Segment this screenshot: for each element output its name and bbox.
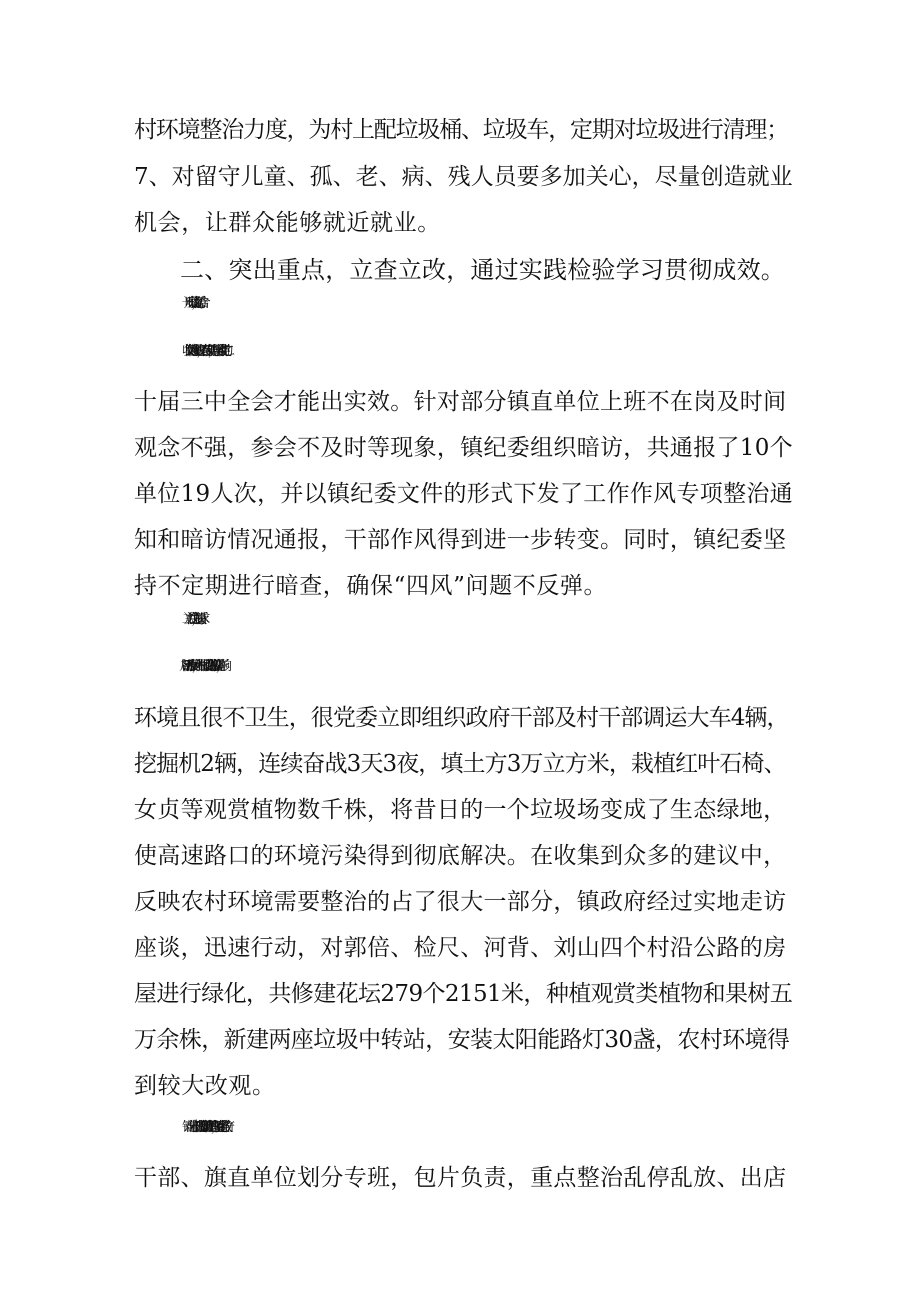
body-line: 使高速路口的环境污染得到彻底解决。在收集到众多的建议中， [134, 843, 787, 869]
body-line: 机会，让群众能够就近就业。 [134, 210, 441, 236]
body-line: 干部、旗直单位划分专班，包片负责，重点整治乱停乱放、出店 [134, 1165, 787, 1191]
body-line: 十届三中全会才能出实效。针对部分镇直单位上班不在岗及时间 [134, 389, 787, 415]
body-line: 观念不强，参会不及时等现象，镇纪委组织暗访，共通报了10个 [134, 435, 793, 461]
body-line: 环境且很不卫生，很党委立即组织政府干部及村干部调运大车4辆， [134, 705, 789, 731]
body-line: 针对部分老干部提出加强集镇管理的建议，镇党委已将政府 [182, 1120, 224, 1135]
body-line: 7、对留守儿童、孤、老、病、残人员要多加关心，尽量创造就业 [134, 164, 793, 190]
body-line: 收集到的意见和建议，只有落到实处，开展学习贯彻党的二 [182, 344, 224, 359]
body-line: 反映农村环境需要整治的占了很大一部分，镇政府经过实地走访 [134, 889, 787, 915]
body-line: 持不定期进行暗查，确保“四风”问题不反弹。 [134, 573, 608, 599]
section-heading: 二、突出重点，立查立改，通过实践检验学习贯彻成效。 [180, 256, 785, 284]
body-line: 万余株，新建两座垃圾中转站，安装太阳能路灯30盏，农村环境得 [134, 1027, 790, 1053]
body-line: 到较大改观。 [134, 1073, 276, 1099]
subsection-heading: （二）关注民生，解决诉求。 [180, 612, 201, 627]
subsection-heading: （一）明察暗访，惩防结合。 [180, 296, 201, 311]
body-line: 知和暗访情况通报，干部作风得到进一步转变。同时，镇纪委坚 [134, 527, 787, 553]
body-line: 单位19人次，并以镇纪委文件的形式下发了工作作风专项整治通 [134, 481, 793, 507]
body-line: 村环境整治力度，为村上配垃圾桶、垃圾车，定期对垃圾进行清理； [134, 117, 789, 143]
body-line: 屋进行绿化，共修建花坛279个2151米，种植观赏类植物和果树五 [134, 981, 793, 1007]
body-line: 3月初活动开展伊始，刘山村村民反映高速路口脏乱差，影响 [182, 659, 221, 674]
body-line: 挖掘机2辆，连续奋战3天3夜，填土方3万立方米，栽植红叶石椅、 [134, 751, 786, 777]
body-line: 女贞等观赏植物数千株，将昔日的一个垃圾场变成了生态绿地， [134, 797, 787, 823]
body-line: 座谈，迅速行动，对郭倍、检尺、河背、刘山四个村沿公路的房 [134, 935, 787, 961]
